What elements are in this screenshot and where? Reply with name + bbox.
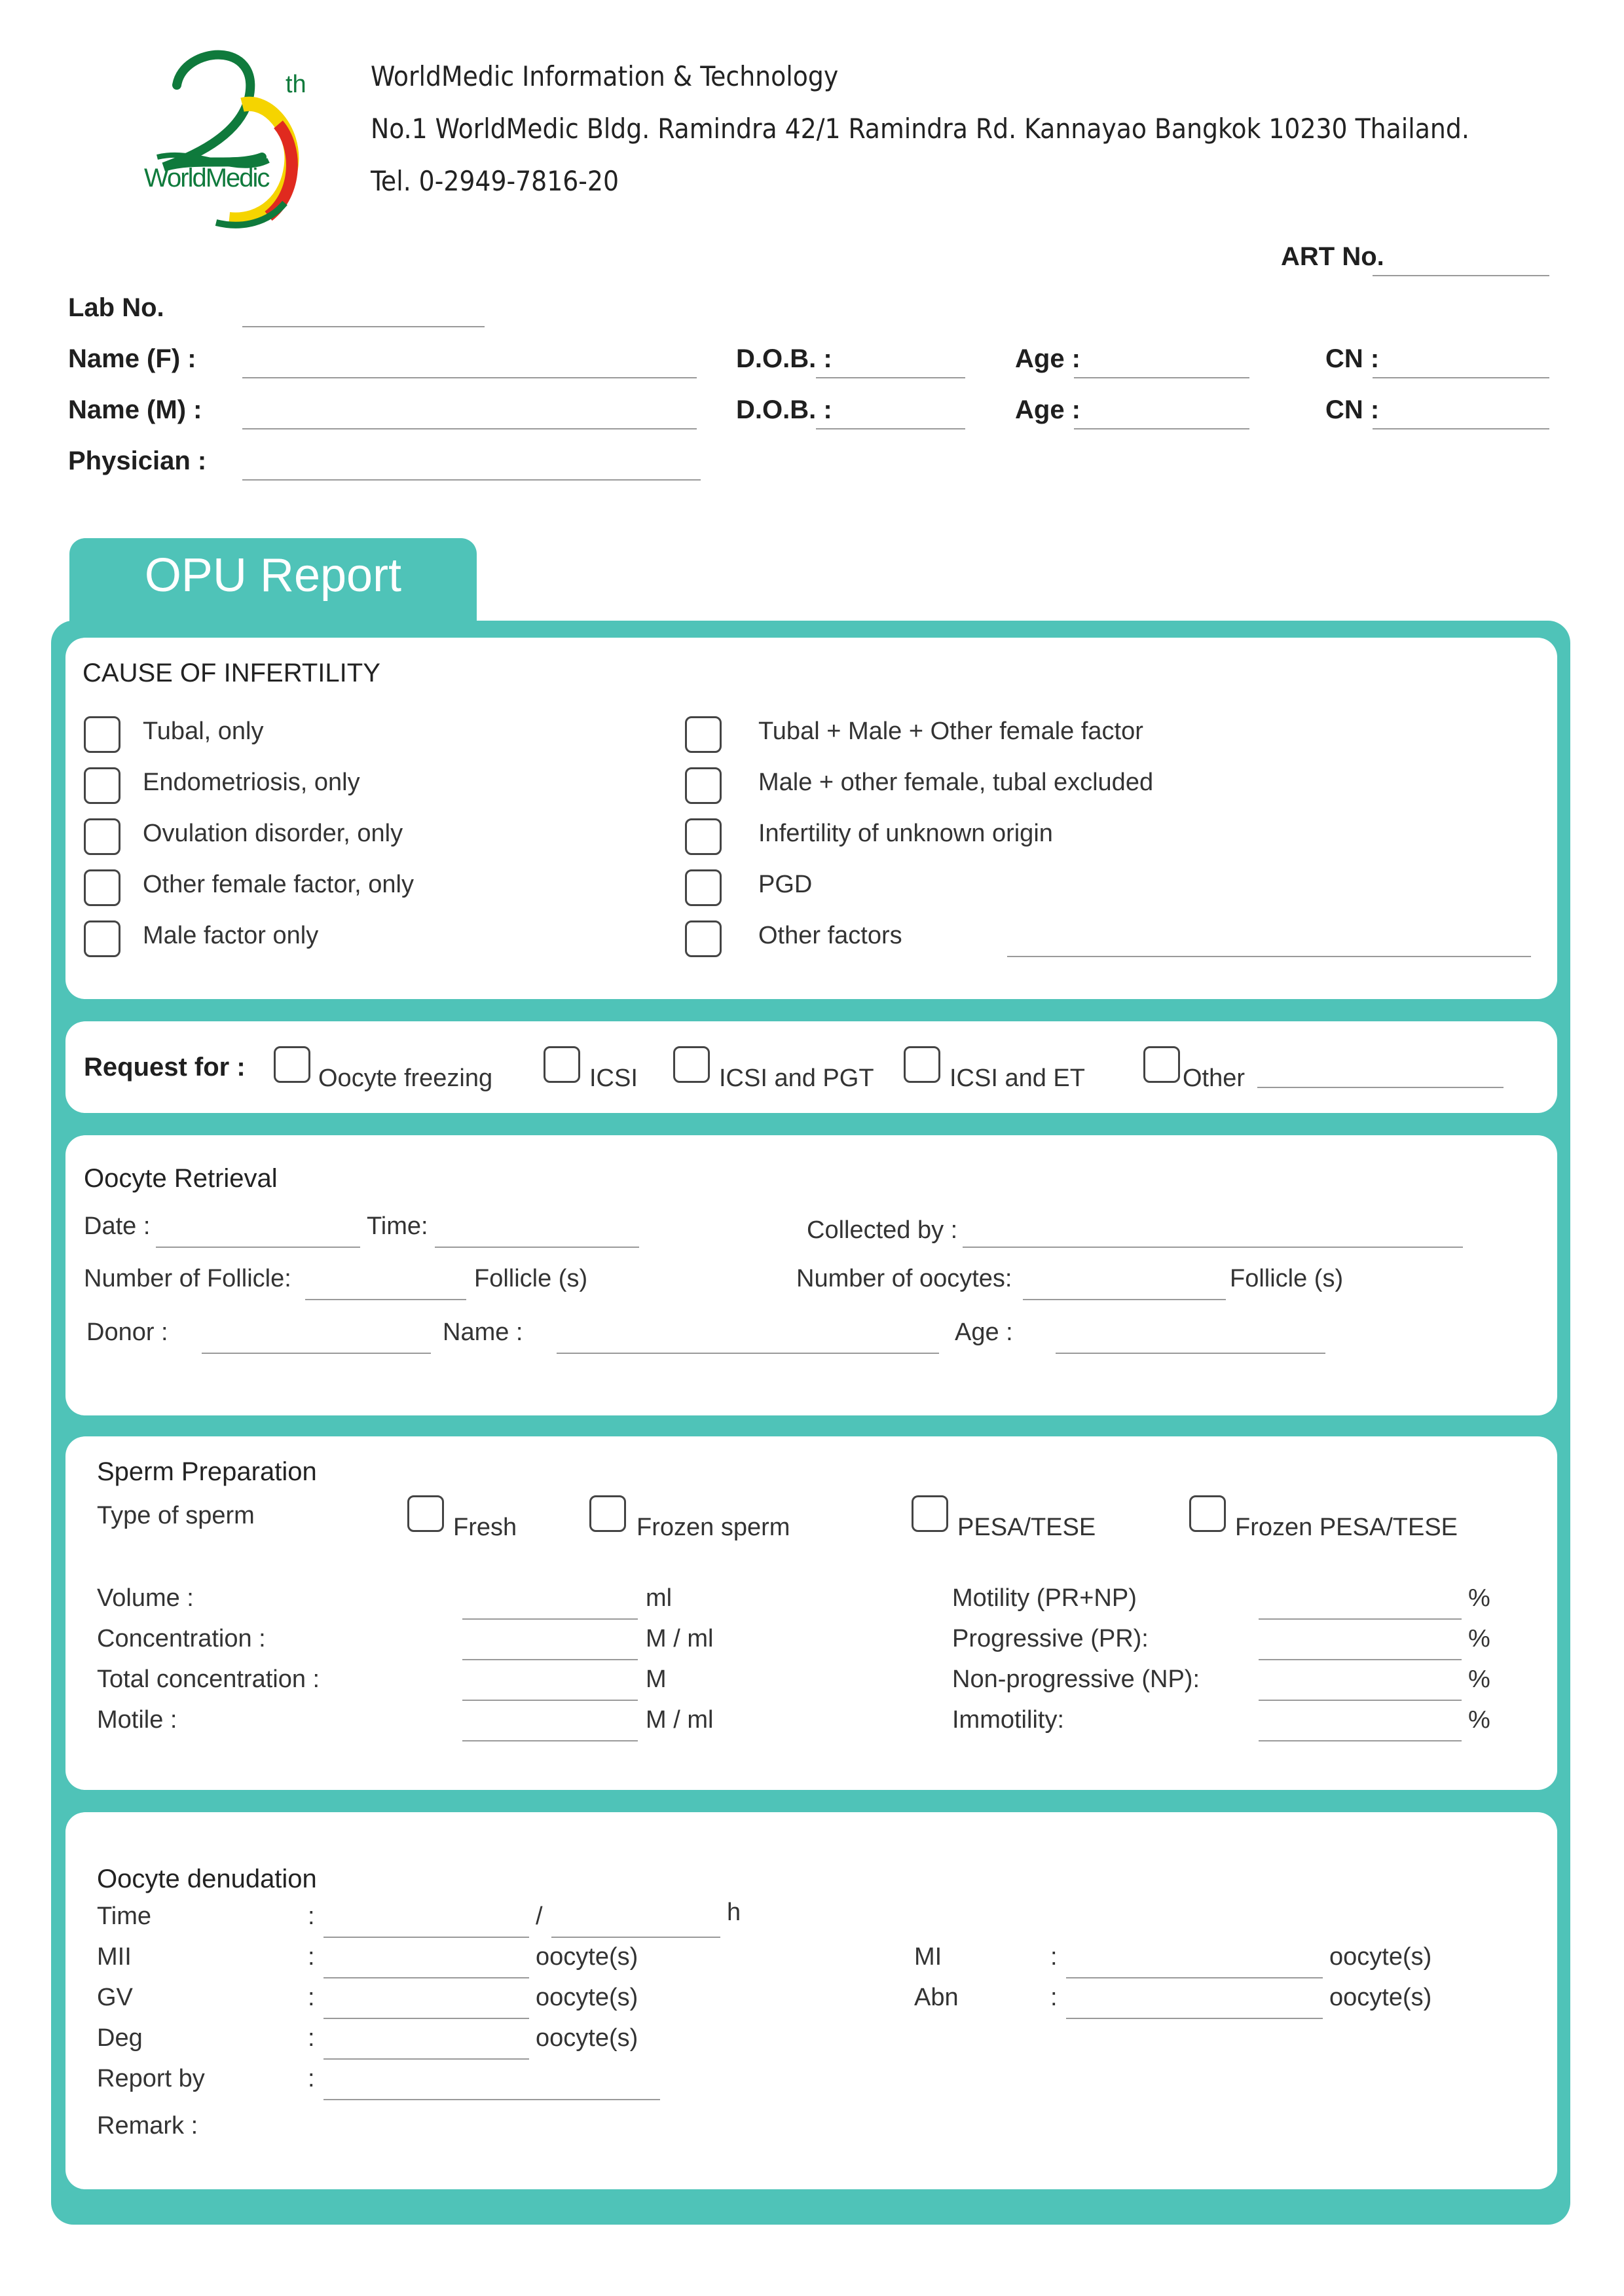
cn-f-field[interactable]: [1373, 377, 1549, 378]
age-m-field[interactable]: [1074, 428, 1249, 429]
cause-other-factors-field[interactable]: [1007, 956, 1531, 957]
age-f-field[interactable]: [1074, 377, 1249, 378]
abn-unit: oocyte(s): [1329, 1984, 1432, 2011]
sperm-type-frozen-pesa: Frozen PESA/TESE: [1235, 1514, 1458, 1541]
dob-f-field[interactable]: [816, 377, 965, 378]
physician-field[interactable]: [242, 479, 701, 481]
sperm-volume-unit: ml: [646, 1584, 673, 1612]
lab-no-label: Lab No.: [68, 293, 164, 322]
retrieval-time-field[interactable]: [435, 1247, 639, 1248]
cause-label-other-factors: Other factors: [758, 922, 902, 949]
gv-colon: :: [308, 1984, 315, 2011]
cause-label-pgd: PGD: [758, 871, 813, 898]
retrieval-time-label: Time:: [367, 1212, 428, 1240]
company-tel: Tel. 0-2949-7816-20: [371, 165, 619, 197]
sperm-immotility-label: Immotility:: [952, 1706, 1064, 1734]
mi-label: MI: [914, 1943, 942, 1971]
name-m-field[interactable]: [242, 428, 697, 429]
cause-checkbox-other-factors[interactable]: [685, 920, 722, 957]
request-other-field[interactable]: [1257, 1087, 1504, 1088]
report-by-label: Report by: [97, 2065, 205, 2092]
cause-label-ovulation: Ovulation disorder, only: [143, 820, 403, 847]
sperm-immotility-unit: %: [1468, 1706, 1490, 1734]
donor-name-field[interactable]: [557, 1353, 939, 1354]
sperm-motility-unit: %: [1468, 1584, 1490, 1612]
report-by-colon: :: [308, 2065, 315, 2092]
sperm-concentration-label: Concentration :: [97, 1625, 266, 1652]
sperm-checkbox-pesa[interactable]: [912, 1495, 948, 1532]
cn-m-label: CN :: [1325, 395, 1380, 424]
cause-checkbox-unknown[interactable]: [685, 818, 722, 855]
sperm-total-label: Total concentration :: [97, 1666, 320, 1693]
art-no-field[interactable]: [1373, 275, 1549, 276]
deg-field[interactable]: [323, 2058, 529, 2060]
cause-checkbox-ovulation[interactable]: [84, 818, 120, 855]
denudation-time-slash: /: [536, 1903, 543, 1930]
cause-checkbox-male[interactable]: [84, 920, 120, 957]
donor-label: Donor :: [86, 1319, 168, 1346]
age-m-label: Age :: [1015, 395, 1080, 424]
logo-brand: WorldMedic: [144, 164, 269, 192]
deg-label: Deg: [97, 2024, 143, 2052]
request-checkbox-icsi-et[interactable]: [904, 1046, 940, 1083]
dob-f-label: D.O.B. :: [736, 344, 832, 373]
retrieval-title: Oocyte Retrieval: [84, 1164, 278, 1193]
cause-checkbox-male-other-female[interactable]: [685, 767, 722, 804]
sperm-motility-field[interactable]: [1259, 1618, 1462, 1620]
cn-f-label: CN :: [1325, 344, 1380, 373]
sperm-type-pesa: PESA/TESE: [957, 1514, 1096, 1541]
sperm-concentration-field[interactable]: [462, 1659, 638, 1660]
sperm-type-label: Type of sperm: [97, 1502, 255, 1529]
mii-label: MII: [97, 1943, 132, 1971]
mii-field[interactable]: [323, 1977, 529, 1978]
cause-label-endometriosis: Endometriosis, only: [143, 769, 360, 796]
cause-title: CAUSE OF INFERTILITY: [83, 659, 380, 687]
request-checkbox-other[interactable]: [1143, 1046, 1180, 1083]
cause-label-male: Male factor only: [143, 922, 319, 949]
sperm-progressive-label: Progressive (PR):: [952, 1625, 1149, 1652]
gv-unit: oocyte(s): [536, 1984, 638, 2011]
sperm-title: Sperm Preparation: [97, 1457, 317, 1486]
sperm-immotility-field[interactable]: [1259, 1740, 1462, 1741]
mi-unit: oocyte(s): [1329, 1943, 1432, 1971]
request-checkbox-icsi[interactable]: [544, 1046, 580, 1083]
retrieval-date-label: Date :: [84, 1212, 151, 1240]
sperm-nonprogressive-label: Non-progressive (NP):: [952, 1666, 1200, 1693]
mii-colon: :: [308, 1943, 315, 1971]
request-option-icsi-et: ICSI and ET: [950, 1065, 1085, 1092]
sperm-concentration-unit: M / ml: [646, 1625, 714, 1652]
sperm-total-unit: M: [646, 1666, 667, 1693]
mi-colon: :: [1050, 1943, 1058, 1971]
remark-label: Remark :: [97, 2112, 198, 2140]
sperm-volume-label: Volume :: [97, 1584, 194, 1612]
name-m-label: Name (M) :: [68, 395, 202, 424]
cause-checkbox-tubal-male-other[interactable]: [685, 716, 722, 753]
anniversary-20-icon: [138, 26, 327, 236]
request-checkbox-icsi-pgt[interactable]: [673, 1046, 710, 1083]
num-follicle-field[interactable]: [305, 1299, 466, 1300]
age-f-label: Age :: [1015, 344, 1080, 373]
sperm-checkbox-fresh[interactable]: [407, 1495, 444, 1532]
dob-m-field[interactable]: [816, 428, 965, 429]
follicle-unit-2: Follicle (s): [1230, 1265, 1344, 1292]
art-no-label: ART No.: [1281, 242, 1384, 271]
company-address: No.1 WorldMedic Bldg. Ramindra 42/1 Ramindra Rd. Kannayao Bangkok 10230 Thailand.: [371, 113, 1469, 145]
anniversary-suffix: th: [286, 71, 306, 98]
cause-checkbox-other-female[interactable]: [84, 869, 120, 906]
sperm-type-fresh: Fresh: [453, 1514, 517, 1541]
sperm-type-frozen: Frozen sperm: [637, 1514, 790, 1541]
mii-unit: oocyte(s): [536, 1943, 638, 1971]
name-f-field[interactable]: [242, 377, 697, 378]
denudation-time-unit: h: [727, 1899, 741, 1926]
dob-m-label: D.O.B. :: [736, 395, 832, 424]
sperm-card: [65, 1436, 1557, 1790]
cn-m-field[interactable]: [1373, 428, 1549, 429]
deg-colon: :: [308, 2024, 315, 2052]
denudation-time-start-field[interactable]: [323, 1937, 529, 1938]
donor-age-field[interactable]: [1056, 1353, 1325, 1354]
deg-unit: oocyte(s): [536, 2024, 638, 2052]
mi-field[interactable]: [1066, 1977, 1323, 1978]
request-option-oocyte-freezing: Oocyte freezing: [318, 1065, 493, 1092]
request-option-icsi-pgt: ICSI and PGT: [719, 1065, 874, 1092]
lab-no-field[interactable]: [242, 326, 485, 327]
donor-name-label: Name :: [443, 1319, 523, 1346]
request-option-icsi: ICSI: [589, 1065, 638, 1092]
name-f-label: Name (F) :: [68, 344, 196, 373]
physician-label: Physician :: [68, 446, 207, 475]
num-follicle-label: Number of Follicle:: [84, 1265, 291, 1292]
sperm-progressive-field[interactable]: [1259, 1659, 1462, 1660]
abn-field[interactable]: [1066, 2018, 1323, 2019]
sperm-volume-field[interactable]: [462, 1618, 638, 1620]
worldmedic-logo: [138, 26, 327, 236]
donor-field[interactable]: [202, 1353, 431, 1354]
cause-label-tubal-male-other: Tubal + Male + Other female factor: [758, 718, 1143, 745]
abn-colon: :: [1050, 1984, 1058, 2011]
sperm-progressive-unit: %: [1468, 1625, 1490, 1652]
denudation-title: Oocyte denudation: [97, 1865, 317, 1893]
cause-label-tubal: Tubal, only: [143, 718, 264, 745]
cause-label-male-other-female: Male + other female, tubal excluded: [758, 769, 1154, 796]
sperm-motility-label: Motility (PR+NP): [952, 1584, 1137, 1612]
num-oocytes-label: Number of oocytes:: [796, 1265, 1012, 1292]
request-option-other: Other: [1183, 1065, 1246, 1092]
collected-by-label: Collected by :: [807, 1216, 958, 1244]
sperm-nonprogressive-field[interactable]: [1259, 1700, 1462, 1701]
sperm-motile-field[interactable]: [462, 1740, 638, 1741]
report-by-field[interactable]: [323, 2099, 660, 2100]
company-name: WorldMedic Information & Technology: [371, 60, 839, 92]
cause-checkbox-endometriosis[interactable]: [84, 767, 120, 804]
sperm-checkbox-frozen[interactable]: [589, 1495, 626, 1532]
sperm-checkbox-frozen-pesa[interactable]: [1189, 1495, 1226, 1532]
num-oocytes-field[interactable]: [1023, 1299, 1226, 1300]
denudation-time-end-field[interactable]: [551, 1937, 720, 1938]
denudation-time-colon: :: [308, 1903, 315, 1930]
donor-age-label: Age :: [955, 1319, 1013, 1346]
sperm-motile-unit: M / ml: [646, 1706, 714, 1734]
sperm-total-field[interactable]: [462, 1700, 638, 1701]
collected-by-field[interactable]: [963, 1247, 1463, 1248]
retrieval-date-field[interactable]: [156, 1247, 360, 1248]
cause-label-unknown: Infertility of unknown origin: [758, 820, 1053, 847]
gv-field[interactable]: [323, 2018, 529, 2019]
report-title: OPU Report: [144, 549, 402, 602]
follicle-unit-1: Follicle (s): [474, 1265, 588, 1292]
gv-label: GV: [97, 1984, 133, 2011]
sperm-nonprogressive-unit: %: [1468, 1666, 1490, 1693]
cause-checkbox-tubal[interactable]: [84, 716, 120, 753]
request-checkbox-oocyte-freezing[interactable]: [274, 1046, 310, 1083]
cause-checkbox-pgd[interactable]: [685, 869, 722, 906]
denudation-time-label: Time: [97, 1903, 152, 1930]
sperm-motile-label: Motile :: [97, 1706, 177, 1734]
abn-label: Abn: [914, 1984, 959, 2011]
cause-label-other-female: Other female factor, only: [143, 871, 414, 898]
request-label: Request for :: [84, 1053, 246, 1082]
